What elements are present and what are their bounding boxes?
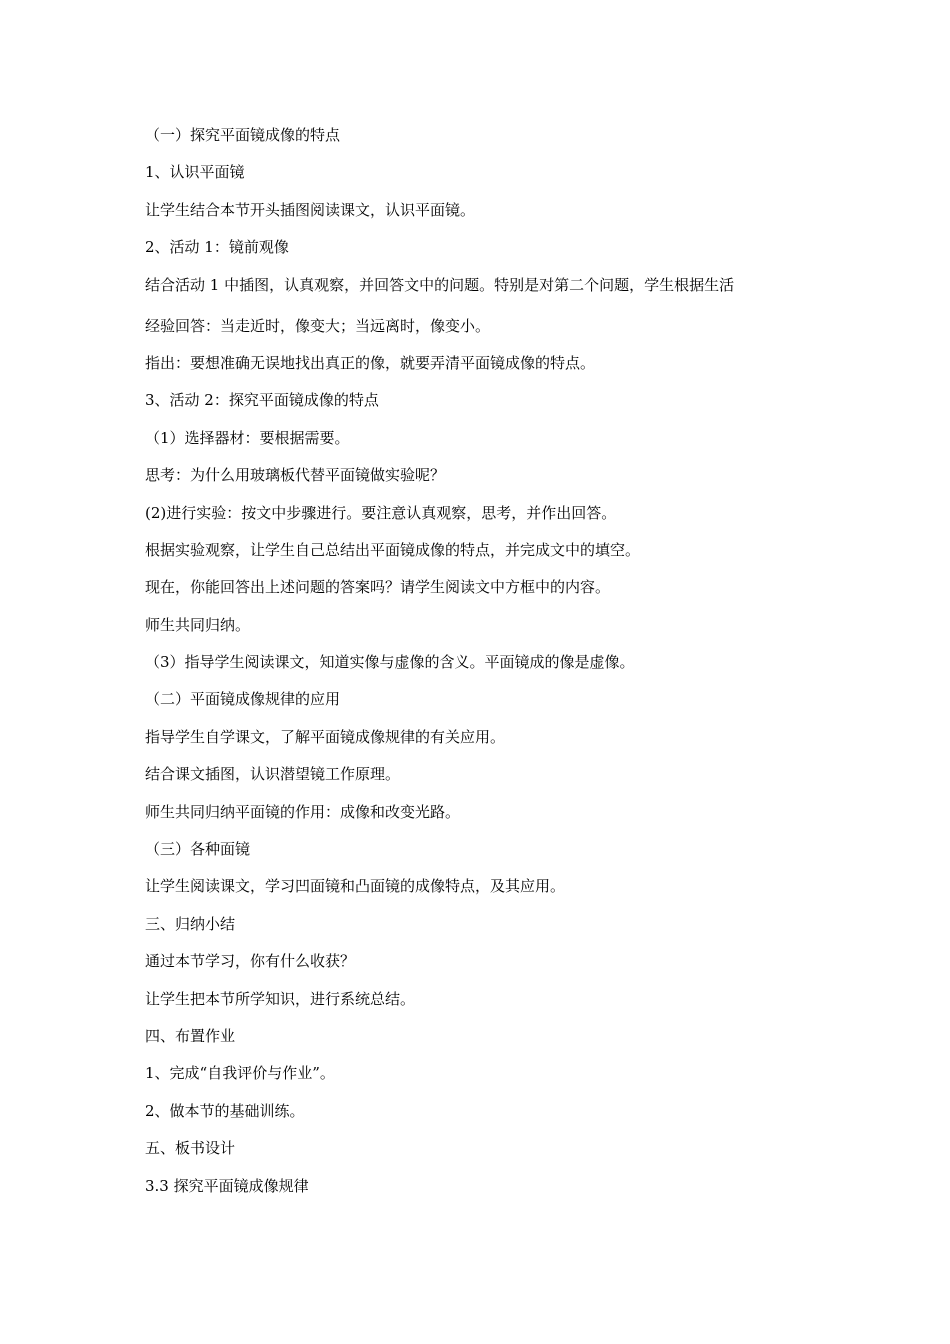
paragraph: 让学生把本节所学知识，进行系统总结。 (145, 989, 416, 1008)
paragraph: (2)进行实验：按文中步骤进行。要注意认真观察，思考，并作出回答。 (145, 503, 617, 522)
board-title: 3.3 探究平面镜成像规律 (145, 1176, 309, 1195)
paragraph: 现在，你能回答出上述问题的答案吗？请学生阅读文中方框中的内容。 (145, 578, 611, 597)
item-heading: 3、活动 2：探究平面镜成像的特点 (145, 391, 379, 410)
paragraph: 经验回答：当走近时，像变大；当远离时，像变小。 (145, 316, 491, 335)
section-heading-2: （二）平面镜成像规律的应用 (145, 690, 341, 709)
chapter-heading-summary: 三、归纳小结 (145, 914, 236, 933)
paragraph: 2、做本节的基础训练。 (145, 1101, 305, 1120)
paragraph: 通过本节学习，你有什么收获？ (145, 952, 356, 971)
paragraph: 结合课文插图，认识潜望镜工作原理。 (145, 765, 401, 784)
paragraph: 思考：为什么用玻璃板代替平面镜做实验呢？ (145, 466, 446, 485)
paragraph: （3）指导学生阅读课文，知道实像与虚像的含义。平面镜成的像是虚像。 (145, 653, 635, 672)
paragraph: 结合活动 1 中插图，认真观察，并回答文中的问题。特别是对第二个问题，学生根据生活 (145, 275, 735, 294)
paragraph: 指导学生自学课文，了解平面镜成像规律的有关应用。 (145, 727, 506, 746)
paragraph: 指出：要想准确无误地找出真正的像，就要弄清平面镜成像的特点。 (145, 353, 596, 372)
item-heading: 1、认识平面镜 (145, 163, 245, 182)
paragraph: 师生共同归纳平面镜的作用：成像和改变光路。 (145, 802, 461, 821)
paragraph: 根据实验观察，让学生自己总结出平面镜成像的特点，并完成文中的填空。 (145, 540, 641, 559)
section-heading-3: （三）各种面镜 (145, 840, 251, 859)
paragraph: 让学生结合本节开头插图阅读课文，认识平面镜。 (145, 200, 476, 219)
chapter-heading-board-design: 五、板书设计 (145, 1139, 236, 1158)
item-heading: 2、活动 1：镜前观像 (145, 238, 289, 257)
document-body (145, 124, 825, 1212)
paragraph: 师生共同归纳。 (145, 615, 251, 634)
section-heading-1: （一）探究平面镜成像的特点 (145, 126, 341, 144)
paragraph: 1、完成“自我评价与作业”。 (145, 1064, 335, 1083)
paragraph: 让学生阅读课文，学习凹面镜和凸面镜的成像特点，及其应用。 (145, 877, 566, 896)
chapter-heading-homework: 四、布置作业 (145, 1026, 236, 1045)
paragraph: （1）选择器材：要根据需要。 (145, 428, 350, 447)
